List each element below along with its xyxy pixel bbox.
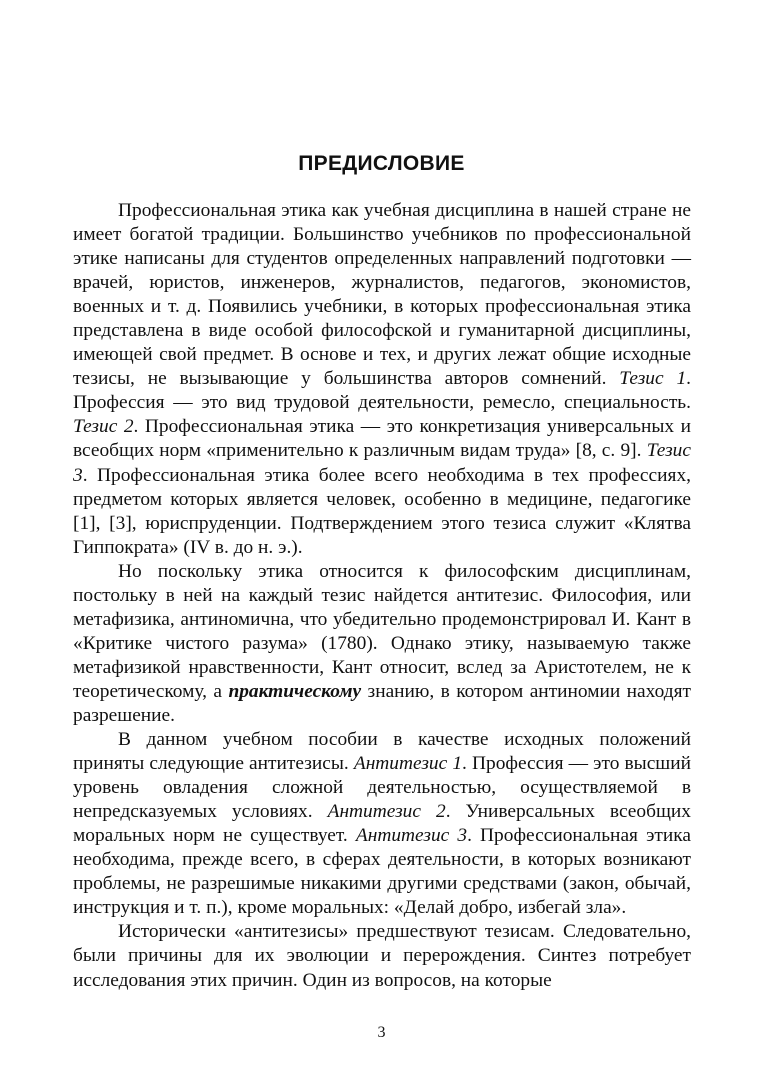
paragraph: [73, 920, 691, 992]
emphasis-term-text: практическому: [228, 680, 362, 702]
italic-term: Антитезис 2: [327, 801, 446, 823]
text-run: . Профессиональная этика необходима, прежде всего, в сферах деятельности, в которых возникают проблемы, не разрешимые никакими другими средствами (закон, обычай, инструкция и т. п.), кроме моральных: «Делай добро, избегай зла».: [73, 825, 691, 919]
emphasis-term: [228, 681, 361, 702]
italic-term: Антитезис 3: [355, 825, 468, 847]
paragraph: [73, 560, 691, 728]
text-run: Но поскольку этика относится к философским дисциплинам, постольку в ней на каждый тезис найдется антитезис. Философия, или метафизика, антиномична, что убедительно продемонстрировал И. Кант в «Критике чистого разума» (1780). Однако этику, называемую также метафизикой нравственности, Кант относит, вслед за Аристотелем, не к теоретическому, а: [73, 560, 691, 702]
text-run: В данном учебном пособии в качестве исходных положений приняты следующие антитезисы.: [73, 729, 691, 775]
page-title: ПРЕДИСЛОВИЕ: [298, 152, 465, 175]
italic-term: Тезис 1: [619, 368, 687, 390]
text-run: . Профессия — это вид трудовой деятельности, ремесло, специальность.: [73, 368, 692, 414]
text-run: Профессиональная этика как учебная дисциплина в нашей стране не имеет богатой традиции. Большинство учебников по профессиональной этике написаны для студентов определенных направлений подготовки — врачей, юристов, инженеров, журналистов, педагогов, экономистов, военных и т. д. Появились учебники, в которых профессиональная этика представлена в виде особой философской и гуманитарной дисциплины, имеющей свой предмет. В основе и тех, и других лежат общие исходные тезисы, не вызывающие у большинства авторов сомнений.: [73, 200, 691, 390]
text-run: Исторически «антитезисы» предшествуют тезисам. Следовательно, были причины для их эволюции и перерождения. Синтез потребует исследования этих причин. Один из вопросов, на которые: [73, 921, 691, 991]
paragraph: [73, 728, 691, 920]
italic-term: Тезис 2: [73, 416, 134, 438]
text-run: . Профессиональная этика — это конкретизация универсальных и всеобщих норм «применительно к различным видам труда» [8, с. 9].: [73, 416, 691, 462]
paragraph: [73, 199, 691, 560]
text-run: . Универсальных всеобщих моральных норм не существует.: [73, 801, 691, 847]
body-text: [73, 199, 691, 993]
page-number: 3: [377, 1024, 386, 1041]
text-run: . Профессиональная этика более всего необходима в тех профессиях, предметом которых является человек, особенно в медицине, педагогике [1], [3], юриспруденции. Подтверждением этого тезиса служит «Клятва Гиппократа» (IV в. до н. э.).: [73, 464, 691, 558]
text-run: знанию, в котором антиномии находят разрешение.: [73, 680, 692, 726]
italic-term: Тезис 3: [73, 440, 691, 486]
italic-term: Антитезис 1: [353, 753, 463, 775]
text-run: . Профессия — это высший уровень овладения сложной деятельностью, осуществляемой в непредсказуемых условиях.: [73, 753, 691, 823]
